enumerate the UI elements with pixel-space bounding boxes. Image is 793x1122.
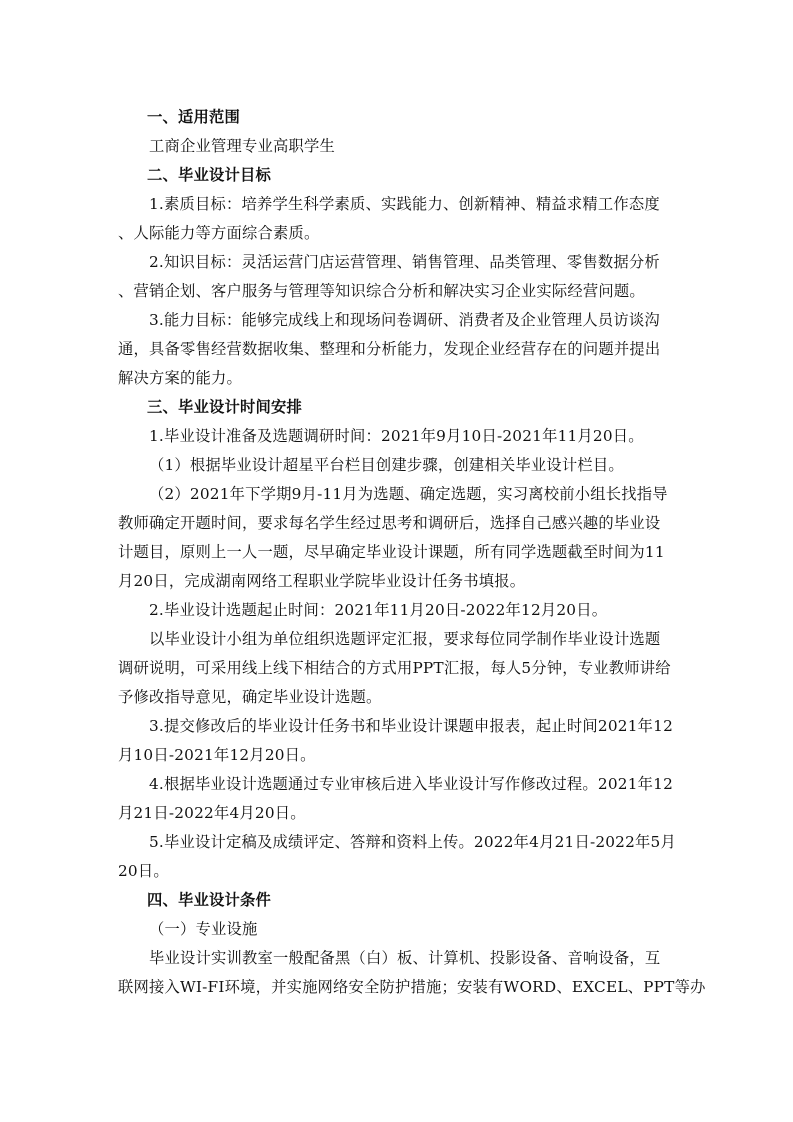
paragraph-line: 月20日，完成湖南网络工程职业学院毕业设计任务书填报。 [118, 572, 526, 590]
subsection-heading: （一）专业设施 [149, 920, 258, 938]
paragraph-line: 予修改指导意见，确定毕业设计选题。 [118, 688, 382, 706]
paragraph-line: 以毕业设计小组为单位组织选题评定汇报，要求每位同学制作毕业设计选题 [149, 630, 661, 648]
paragraph-line: 毕业设计实训教室一般配备黑（白）板、计算机、投影设备、音响设备，互 [149, 949, 661, 967]
paragraph-line: （1）根据毕业设计超星平台栏目创建步骤，创建相关毕业设计栏目。 [149, 456, 624, 474]
paragraph-line: 2.知识目标：灵活运营门店运营管理、销售管理、品类管理、零售数据分析 [149, 253, 660, 271]
document-body [118, 103, 706, 1002]
paragraph-line: 计题目，原则上一人一题，尽早确定毕业设计课题，所有同学选题截至时间为11 [118, 543, 665, 561]
section-heading-scope: 一、适用范围 [147, 108, 240, 126]
paragraph-line: 通，具备零售经营数据收集、整理和分析能力，发现企业经营存在的问题并提出 [118, 340, 661, 358]
paragraph-line: （2）2021年下学期9月-11月为选题、确定选题，实习离校前小组长找指导 [149, 485, 668, 503]
paragraph-line: 、营销企划、客户服务与管理等知识综合分析和解决实习企业实际经营问题。 [118, 282, 645, 300]
section-heading-schedule: 三、毕业设计时间安排 [147, 398, 302, 416]
paragraph-line: 联网接入WI-FI环境，并实施网络安全防护措施；安装有WORD、EXCEL、PPT等办 [118, 978, 706, 996]
paragraph-line: 2.毕业设计选题起止时间：2021年11月20日-2022年12月20日。 [149, 601, 608, 619]
paragraph-line: 20日。 [118, 862, 169, 880]
section-heading-conditions: 四、毕业设计条件 [147, 891, 271, 909]
paragraph-line: 工商企业管理专业高职学生 [149, 137, 335, 155]
paragraph-line: 3.提交修改后的毕业设计任务书和毕业设计课题申报表，起止时间2021年12 [149, 717, 673, 735]
paragraph-line: 5.毕业设计定稿及成绩评定、答辩和资料上传。2022年4月21日-2022年5月 [149, 833, 676, 851]
section-heading-goals: 二、毕业设计目标 [147, 166, 271, 184]
paragraph-line: 1.毕业设计准备及选题调研时间：2021年9月10日-2021年11月20日。 [149, 427, 644, 445]
paragraph-line: 解决方案的能力。 [118, 369, 242, 387]
paragraph-line: 1.素质目标：培养学生科学素质、实践能力、创新精神、精益求精工作态度 [149, 195, 660, 213]
paragraph-line: 月21日-2022年4月20日。 [118, 804, 306, 822]
paragraph-line: 教师确定开题时间，要求每名学生经过思考和调研后，选择自己感兴趣的毕业设 [118, 514, 661, 532]
paragraph-line: 调研说明，可采用线上线下相结合的方式用PPT汇报，每人5分钟，专业教师讲给 [118, 659, 671, 677]
paragraph-line: 3.能力目标：能够完成线上和现场问卷调研、消费者及企业管理人员访谈沟 [149, 311, 660, 329]
paragraph-line: 、人际能力等方面综合素质。 [118, 224, 320, 242]
paragraph-line: 4.根据毕业设计选题通过专业审核后进入毕业设计写作修改过程。2021年12 [149, 775, 673, 793]
paragraph-line: 月10日-2021年12月20日。 [118, 746, 316, 764]
